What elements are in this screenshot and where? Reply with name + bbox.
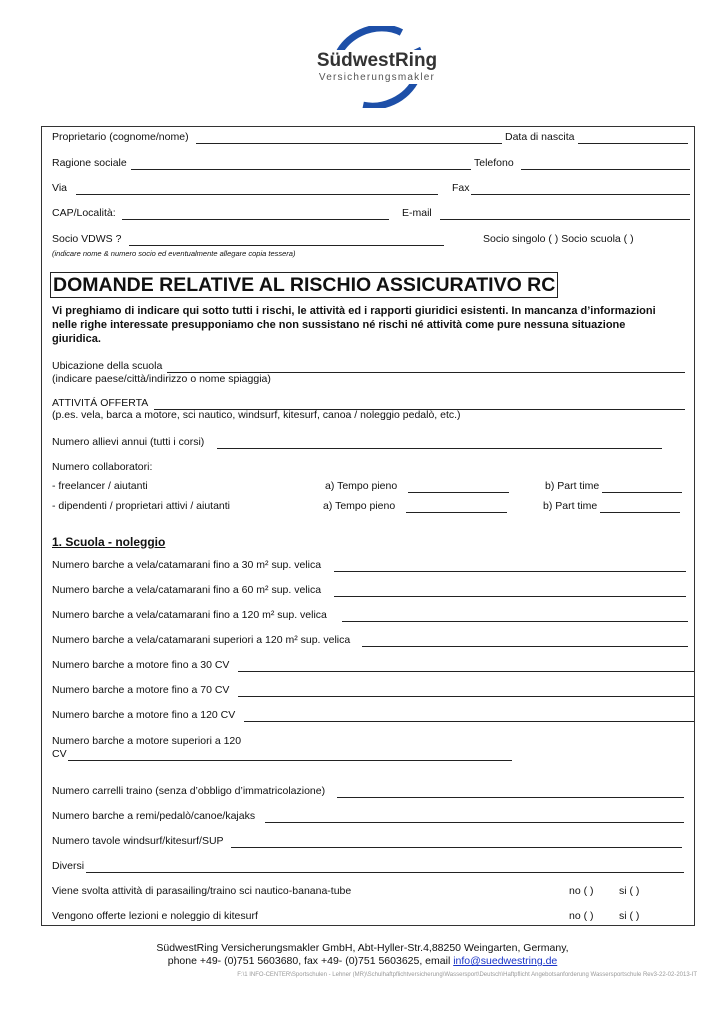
dipendenti-part-time-label: b) Part time — [543, 500, 598, 512]
ragione-field[interactable] — [131, 169, 471, 170]
attivita-label: ATTIVITÁ OFFERTA — [52, 397, 149, 409]
data-nascita-label: Data di nascita — [505, 131, 575, 143]
row-vela-sup-120: Numero barche a vela/catamarani superiori a 120 m² sup. velica — [52, 634, 351, 646]
section-1-heading: 1. Scuola - noleggio — [52, 535, 166, 549]
row-motore-30-field[interactable] — [238, 671, 694, 672]
cap-field[interactable] — [122, 219, 389, 220]
footer-address: SüdwestRing Versicherungsmakler GmbH, Abt-Hyller-Str.4,88250 Weingarten, Germany, — [156, 942, 569, 954]
data-nascita-field[interactable] — [578, 143, 688, 144]
allievi-field[interactable] — [217, 448, 662, 449]
socio-vdws-label: Socio VDWS ? — [52, 233, 122, 245]
ragione-label: Ragione sociale — [52, 157, 127, 169]
via-label: Via — [52, 182, 67, 194]
row-diversi: Diversi — [52, 860, 85, 872]
parasailing-no[interactable]: no ( ) — [569, 885, 594, 897]
socio-note: (indicare nome & numero socio ed eventualmente allegare copia tessera) — [52, 249, 296, 258]
socio-options[interactable]: Socio singolo ( ) Socio scuola ( ) — [483, 233, 634, 245]
row-motore-30: Numero barche a motore fino a 30 CV — [52, 659, 230, 671]
page-title: DOMANDE RELATIVE AL RISCHIO ASSICURATIVO RC — [50, 272, 558, 298]
freelancer-part-time-label: b) Part time — [545, 480, 600, 492]
cap-label: CAP/Località: — [52, 207, 116, 219]
ubicazione-label: Ubicazione della scuola — [52, 360, 163, 372]
row-diversi-field[interactable] — [86, 872, 684, 873]
email-field[interactable] — [440, 219, 690, 220]
freelancer-label: - freelancer / aiutanti — [52, 480, 148, 492]
email-label: E-mail — [402, 207, 432, 219]
proprietario-field[interactable] — [196, 143, 502, 144]
row-remi: Numero barche a remi/pedalò/canoe/kajaks — [52, 810, 256, 822]
footer-contact — [0, 955, 725, 968]
ubicazione-note: (indicare paese/città/indirizzo o nome spiaggia) — [52, 373, 271, 385]
footer-phone: phone +49- (0)751 5603680, fax +49- (0)751 5603625, email — [167, 955, 451, 967]
telefono-field[interactable] — [521, 169, 690, 170]
freelancer-part-time-field[interactable] — [602, 492, 682, 493]
attivita-note: (p.es. vela, barca a motore, sci nautico, windsurf, kitesurf, canoa / noleggio pedalò, etc.) — [52, 409, 461, 421]
dipendenti-tempo-pieno-label: a) Tempo pieno — [323, 500, 396, 512]
row-vela-sup-120-field[interactable] — [362, 646, 688, 647]
question-kitesurf: Vengono offerte lezioni e noleggio di kitesurf — [52, 910, 258, 922]
row-carrelli-field[interactable] — [337, 797, 684, 798]
row-motore-sup-120-field[interactable] — [68, 760, 512, 761]
row-motore-120-field[interactable] — [244, 721, 694, 722]
row-motore-120: Numero barche a motore fino a 120 CV — [52, 709, 236, 721]
row-tavole: Numero tavole windsurf/kitesurf/SUP — [52, 835, 224, 847]
row-motore-sup-120-cv: CV — [52, 748, 67, 760]
kitesurf-si[interactable]: si ( ) — [619, 910, 640, 922]
suedwestring-logo — [305, 26, 450, 108]
logo-tagline: Versicherungsmakler — [318, 72, 436, 83]
allievi-label: Numero allievi annui (tutti i corsi) — [52, 436, 205, 448]
via-field[interactable] — [76, 194, 438, 195]
row-remi-field[interactable] — [265, 822, 684, 823]
row-vela-120: Numero barche a vela/catamarani fino a 120 m² sup. velica — [52, 609, 327, 621]
row-tavole-field[interactable] — [231, 847, 682, 848]
row-vela-60: Numero barche a vela/catamarani fino a 60 m² sup. velica — [52, 584, 322, 596]
collaboratori-label: Numero collaboratori: — [52, 461, 153, 473]
parasailing-si[interactable]: si ( ) — [619, 885, 640, 897]
dipendenti-part-time-field[interactable] — [600, 512, 680, 513]
row-vela-60-field[interactable] — [334, 596, 686, 597]
dipendenti-tempo-pieno-field[interactable] — [406, 512, 507, 513]
telefono-label: Telefono — [474, 157, 514, 169]
footer-email-link[interactable]: info@suedwestring.de — [453, 955, 558, 967]
row-vela-30: Numero barche a vela/catamarani fino a 30 m² sup. velica — [52, 559, 322, 571]
freelancer-tempo-pieno-label: a) Tempo pieno — [325, 480, 398, 492]
row-carrelli: Numero carrelli traino (senza d’obbligo d’immatricolazione) — [52, 785, 326, 797]
row-motore-70-field[interactable] — [238, 696, 694, 697]
row-vela-120-field[interactable] — [342, 621, 688, 622]
socio-vdws-field[interactable] — [129, 245, 444, 246]
freelancer-tempo-pieno-field[interactable] — [408, 492, 509, 493]
row-motore-sup-120: Numero barche a motore superiori a 120 — [52, 735, 242, 747]
intro-text: Vi preghiamo di indicare qui sotto tutti i rischi, le attività ed i rapporti giuridici esistenti. In mancanza d’informazioni nelle righe interessate presupponiamo che non sussistano né rischi né attività come pure nessuna situazione giuridica. — [52, 305, 656, 345]
dipendenti-label: - dipendenti / proprietari attivi / aiutanti — [52, 500, 231, 512]
row-motore-70: Numero barche a motore fino a 70 CV — [52, 684, 230, 696]
proprietario-label: Proprietario (cognome/nome) — [52, 131, 189, 143]
footer-file-path: F:\1 INFO-CENTER\Sportschulen - Lehner (MR)\Schulhaftpflichtversicherung\Wassersport\Deutsch\Haftpflicht Angebotsanforderung Wassersportschule Rev3-22-02-2013-IT — [237, 972, 697, 978]
logo-brand: SüdwestRing — [316, 50, 438, 71]
row-vela-30-field[interactable] — [334, 571, 686, 572]
form-frame — [41, 126, 695, 926]
question-parasailing: Viene svolta attività di parasailing/traino sci nautico-banana-tube — [52, 885, 352, 897]
fax-field[interactable] — [471, 194, 690, 195]
kitesurf-no[interactable]: no ( ) — [569, 910, 594, 922]
fax-label: Fax — [452, 182, 470, 194]
